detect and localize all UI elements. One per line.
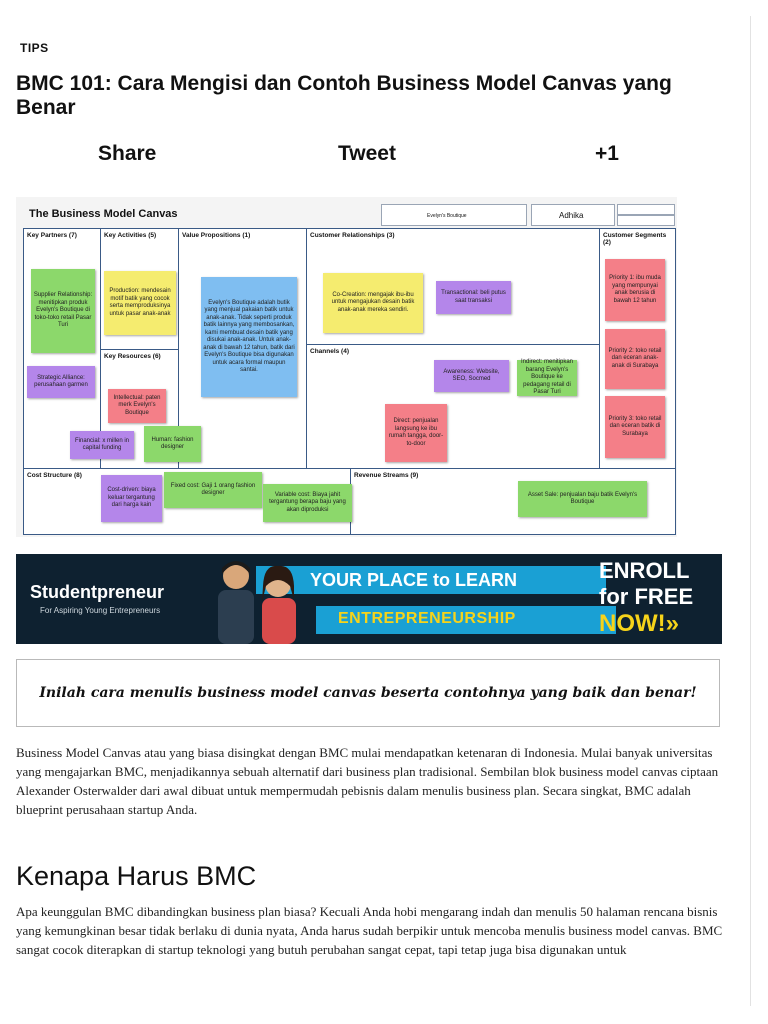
designed-by-value: Adhika (559, 211, 584, 220)
date-box (617, 204, 675, 215)
awareness-note: Awareness: Website, SEO, Socmed (434, 360, 509, 392)
bmc-title: The Business Model Canvas (29, 208, 178, 220)
direct-note: Direct: penjualan langsung ke ibu rumah tangga, door-to-door (385, 404, 447, 462)
banner-brand: Studentpreneur (30, 582, 165, 602)
production-note: Production: mendesain motif batik yang cocok serta memproduksinya untuk pasar anak-anak (104, 271, 176, 335)
priority2-note: Priority 2: toko retail dan eceran anak-anak di Surabaya (605, 329, 665, 389)
share-button[interactable]: Share (98, 142, 157, 165)
article-title: BMC 101: Cara Mengisi dan Contoh Business Model Canvas yang Benar (16, 72, 672, 119)
strategic-note: Strategic Alliance: perusahaan garmen (27, 366, 95, 398)
transactional-note: Transactional: beli putus saat transaksi (436, 281, 511, 314)
plus-one-button[interactable]: +1 (595, 142, 619, 165)
revenue-streams-label: Revenue Streams (9) (354, 472, 419, 479)
pull-quote (16, 659, 720, 727)
key-partners-label: Key Partners (7) (27, 232, 77, 239)
cocreation-note: Co-Creation: mengajak ibu-ibu untuk mengajukan desain batik anak-anak mereka sendiri. (323, 273, 423, 333)
priority3-note: Priority 3: toko retail dan eceran batik di Surabaya (605, 396, 665, 458)
content-divider (750, 16, 751, 1006)
key-activities-label: Key Activities (5) (104, 232, 157, 239)
version-box (617, 215, 675, 226)
bmc-grid (23, 228, 676, 535)
human-note: Human: fashion designer (144, 426, 201, 462)
banner-brand-sub: For Aspiring Young Entrepreneurs (40, 606, 161, 615)
section-heading: Kenapa Harus BMC (16, 861, 257, 891)
bmc-image (16, 197, 677, 537)
intellectual-note: Intellectual: paten merk Evelyn's Boutique (108, 389, 166, 423)
key-resources-label: Key Resources (6) (104, 353, 161, 360)
studentpreneur-banner[interactable] (16, 554, 722, 644)
banner-line1: YOUR PLACE to LEARN (310, 570, 517, 590)
students-illustration (198, 554, 318, 644)
variable-cost-note: Variable cost: Biaya jahit tergantung berapa baju yang akan diproduksi (263, 484, 352, 522)
supplier-note: Supplier Relationship: menitipkan produk Evelyn's Boutique di toko-toko retail Pasar Turi (31, 269, 95, 353)
fixed-cost-note: Fixed cost: Gaji 1 orang fashion designer (164, 472, 262, 508)
category-label[interactable]: TIPS (20, 41, 49, 55)
value-propositions-label: Value Propositions (1) (182, 232, 251, 239)
pull-quote-text: Inilah cara menulis business model canvas beserta contohnya yang baik dan benar! (39, 685, 697, 701)
priority1-note: Priority 1: ibu muda yang mempunyai anak berusia di bawah 12 tahun (605, 259, 665, 321)
value-note: Evelyn's Boutique adalah butik yang menjual pakaian batik untuk anak-anak. Tidak seperti produk batik lainnya yang membosankan, kami membuat desain batik yang disukai anak-anak. Untuk anak-anak di bawah 12 tahun, batik dari Evelyn's Boutique bisa digunakan untuk acara formal maupun santai. (201, 277, 297, 397)
channels-label: Channels (4) (310, 348, 350, 355)
banner-line2: ENTREPRENEURSHIP (338, 610, 516, 627)
asset-sale-note: Asset Sale: penjualan baju batik Evelyn's Boutique (518, 481, 647, 517)
financial-note: Financial: x millen in capital funding (70, 431, 134, 459)
cost-structure-label: Cost Structure (8) (27, 472, 82, 479)
section-paragraph: Apa keunggulan BMC dibandingkan business plan biasa? Kecuali Anda hobi mengarang indah dan menulis 50 halaman rencana bisnis yang kemungkinan besar tidak berlaku di dunia nyata, Anda harus sudah berpikir untuk mencoba menulis business model canvas. BMC sangat cocok diterapkan di startup teknologi yang butuh perubahan sangat cepat, tapi tetap juga bisa digunakan untuk (16, 904, 723, 957)
tweet-button[interactable]: Tweet (338, 142, 396, 165)
intro-paragraph: Business Model Canvas atau yang biasa disingkat dengan BMC mulai mendapatkan ketenaran di Indonesia. Mulai banyak universitas yang mengajarkan BMC, menjadikannya sebuah alternatif dari business plan tradisional. Sembilan blok business model canvas ciptaan Alexander Osterwalder dari awal dibuat untuk mempermudah pebisnis dalam menulis business plan. Secara singkat, BMC adalah blueprint perusahaan startup Anda. (16, 745, 719, 817)
customer-segments-label: Customer Segments (2) (603, 232, 667, 246)
banner-enroll2: for FREE (599, 584, 694, 609)
banner-enroll1: ENROLL (599, 558, 690, 583)
cost-driven-note: Cost-driven: biaya keluar tergantung dari harga kain (101, 475, 162, 522)
banner-enroll3: NOW!» (599, 610, 679, 637)
indirect-note: Indirect: menitipkan barang Evelyn's Boutique ke pedagang retail di Pasar Turi (517, 360, 577, 396)
designed-by-box (531, 204, 615, 226)
customer-relationships-label: Customer Relationships (3) (310, 232, 395, 239)
designed-for-value: Evelyn's Boutique (427, 213, 467, 219)
designed-for-box (381, 204, 527, 226)
share-bar (0, 142, 750, 168)
